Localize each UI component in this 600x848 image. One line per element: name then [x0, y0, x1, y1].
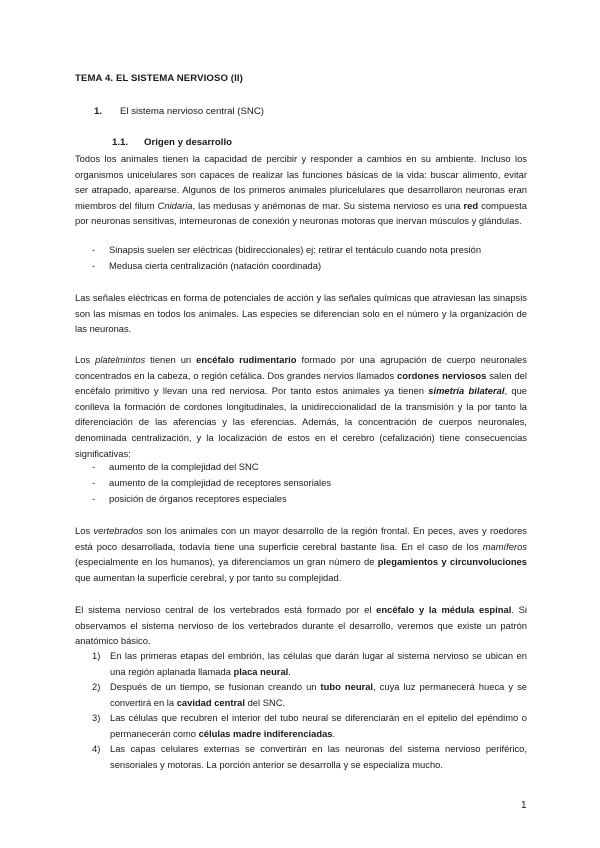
- section-heading: [94, 104, 264, 120]
- bullet-text: Sinapsis suelen ser eléctricas (bidireccionales) ej: retirar el tentáculo cuando nota presión: [109, 244, 482, 255]
- item-number: 3): [92, 712, 101, 723]
- italic-term: Cnidaria: [157, 199, 193, 211]
- text-run: tienen un: [145, 354, 197, 365]
- section-number: 1.: [94, 106, 103, 117]
- text-run: . Si observamos el sistema nervioso de los vertebrados durante el desarrollo, veremos que existe un patrón anatómico básico.: [75, 604, 527, 647]
- subsection-heading: [112, 135, 232, 151]
- numbered-item: [92, 710, 527, 741]
- text-run: (especialmente en los humanos), ya diferenciamos un gran número de: [75, 556, 378, 568]
- item-number: 4): [92, 743, 101, 754]
- document-title: TEMA 4. EL SISTEMA NERVIOSO (II): [75, 73, 243, 84]
- bold-term: encéfalo y la médula espinal: [376, 604, 512, 615]
- bullet-text: Medusa cierta centralización (natación coordinada): [109, 260, 322, 271]
- bold-term: placa neural: [233, 665, 289, 677]
- text-run: Las capas celulares externas se convertirán en las neuronas del sistema nervioso periférico, sensoriales y motoras. La porción anterior se desarrolla y se especializa mucho.: [110, 743, 527, 770]
- bold-term: tubo neural: [320, 681, 374, 692]
- text-run: compuesta por neuronas sensitivas, interneuronas de conexión y neuronas motoras que inervan músculos y glándulas.: [75, 199, 527, 227]
- italic-term: platelmintos: [95, 354, 146, 365]
- paragraph-4: [75, 523, 527, 585]
- text-run: Las células que recubren el interior del tubo neural se diferenciarán en el epitelio del epéndimo o permanecerán como: [110, 712, 527, 739]
- bullet-item: - Medusa cierta centralización (natación coordinada): [92, 260, 322, 271]
- italic-term: mamíferos: [482, 540, 527, 552]
- text-run: , cuya luz permanecerá hueca y se convertirá en la: [110, 681, 528, 708]
- item-number: 2): [92, 681, 101, 692]
- bold-term: células madre indiferenciadas: [198, 727, 333, 739]
- text-run: .: [288, 665, 291, 677]
- bullet-item: - aumento de la complejidad del SNC: [92, 461, 259, 472]
- item-text: [110, 741, 527, 772]
- bullet-item: - Sinapsis suelen ser eléctricas (bidireccionales) ej: retirar el tentáculo cuando nota presión: [92, 244, 482, 255]
- text-run: son los animales con un mayor desarrollo de la región frontal. En peces, aves y roedores está poco desarrollada, todavía tiene una superficie cerebral bastante lisa. En el caso de los: [75, 525, 527, 552]
- paragraph-1: [75, 151, 527, 229]
- text-run: Todos los animales tienen la capacidad de percibir y responder a cambios en su ambiente. Incluso los organismos unicelulares son capaces de realizar las funciones básicas de la vida: buscar alimento, evitar ser atrapado, aparearse. Algunos de los primeros animales pluricelulares que desarrollaron neuronas eran miembros del filum: [75, 153, 527, 211]
- subsection-title: Origen y desarrollo: [144, 137, 232, 148]
- item-text: [110, 710, 527, 741]
- text-run: , que conlleva la formación de cordones longitudinales, la unidireccionalidad de la transmisión y la por tanto la diferenciación de las aferencias y las eferencias. Además, la concentración de cuerpos neuronales, denominada centralización, y la localización de estos en el cerebro (cefalización) tiene consecuencias significativas:: [75, 385, 527, 459]
- text-run: El sistema nervioso central de los vertebrados está formado por el: [75, 604, 377, 615]
- bold-term: simetría bilateral: [428, 385, 505, 397]
- item-text: [110, 679, 527, 710]
- bold-term: plegamientos y circunvoluciones: [377, 556, 527, 568]
- paragraph-2: [75, 290, 527, 337]
- bullet-item: - aumento de la complejidad de receptores sensoriales: [92, 477, 332, 488]
- text-run: Los: [75, 354, 96, 365]
- item-text: [110, 648, 527, 679]
- bullet-item: - posición de órganos receptores especiales: [92, 493, 287, 504]
- subsection-number: 1.1.: [112, 137, 129, 148]
- section-title: El sistema nervioso central (SNC): [120, 106, 264, 117]
- bold-term: cavidad central: [176, 696, 245, 708]
- text-run: Después de un tiempo, se fusionan creando un: [110, 681, 321, 692]
- bullet-text: aumento de la complejidad de receptores sensoriales: [109, 477, 332, 488]
- italic-term: vertebrados: [93, 525, 143, 536]
- text-run: Las señales eléctricas en forma de potenciales de acción y las señales químicas que atraviesan las sinapsis son las mismas en todos los animales. Las especies se diferencian solo en el número y la organización de las neuronas.: [75, 292, 527, 335]
- bold-term: red: [463, 199, 479, 211]
- text-run: salen del encéfalo primitivo y llevan una red nerviosa. Por tanto estos animales ya tienen: [75, 369, 527, 397]
- text-run: que aumentan la superficie cerebral, y por tanto su complejidad.: [75, 571, 342, 583]
- paragraph-3: [75, 352, 527, 461]
- text-run: formado por una agrupación de cuerpo neuronales concentrados en la cabeza, o región cefálica. Dos grandes nervios llamados: [75, 354, 527, 381]
- text-run: , las medusas y anémonas de mar. Su sistema nervioso es una: [192, 199, 464, 211]
- text-run: En las primeras etapas del embrión, las células que darán lugar al sistema nervioso se ubican en una región aplanada llamada: [110, 650, 527, 677]
- bold-term: cordones nerviosos: [397, 369, 487, 381]
- item-number: 1): [92, 650, 101, 661]
- numbered-item: [92, 679, 527, 710]
- bullet-text: posición de órganos receptores especiales: [109, 493, 287, 504]
- bullet-text: aumento de la complejidad del SNC: [109, 461, 259, 472]
- text-run: .: [332, 727, 336, 739]
- text-run: Los: [75, 525, 94, 536]
- text-run: del SNC.: [244, 696, 286, 708]
- numbered-item: [92, 741, 527, 772]
- page-number: 1: [521, 800, 527, 811]
- bold-term: encéfalo rudimentario: [196, 354, 297, 365]
- numbered-item: [92, 648, 527, 679]
- paragraph-5: [75, 602, 527, 649]
